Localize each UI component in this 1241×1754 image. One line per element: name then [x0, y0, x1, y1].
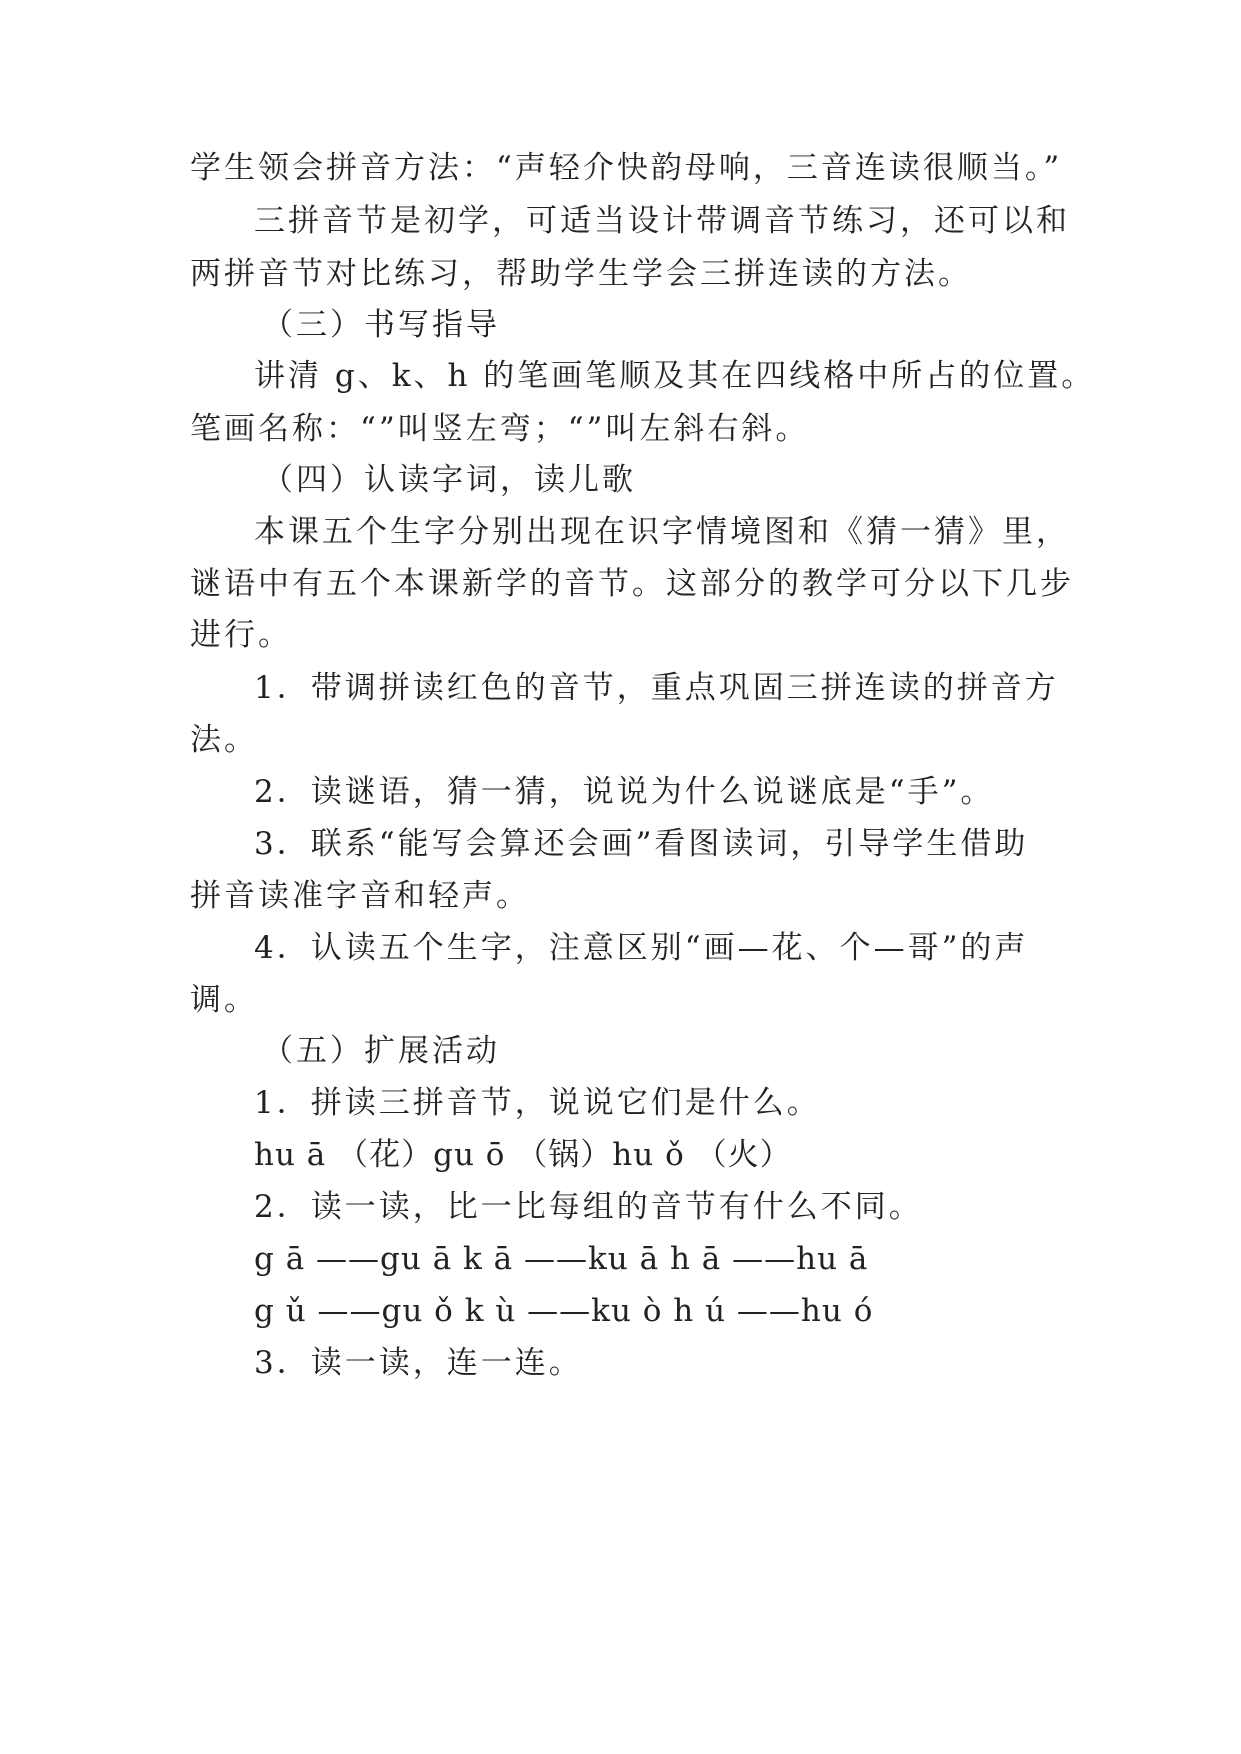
pinyin-comparison-line: g ā ——gu ā k ā ——ku ā h ā ——hu ā	[254, 1241, 869, 1277]
section-heading: （四）认读字词，读儿歌	[262, 462, 636, 498]
list-item: 1．带调拼读红色的音节，重点巩固三拼连读的拼音方	[254, 670, 1059, 706]
list-item: 1．拼读三拼音节，说说它们是什么。	[254, 1085, 821, 1121]
section-heading: （五）扩展活动	[262, 1033, 500, 1069]
body-text-line: 三拼音节是初学，可适当设计带调音节练习，还可以和	[254, 203, 1070, 239]
body-text-line: 讲清 g、k、h 的笔画笔顺及其在四线格中所占的位置。	[254, 358, 1096, 394]
pinyin-comparison-line: g ǔ ——gu ǒ k ù ——ku ò h ú ——hu ó	[254, 1293, 874, 1329]
section-heading: （三）书写指导	[262, 307, 500, 343]
body-text-line: 笔画名称：“”叫竖左弯；“”叫左斜右斜。	[190, 411, 810, 447]
list-item: 3．读一读，连一连。	[254, 1345, 583, 1381]
pinyin-example-line: hu ā （花）gu ō （锅）hu ǒ （火）	[254, 1137, 792, 1173]
body-text-line: 拼音读准字音和轻声。	[190, 878, 530, 914]
list-item: 2．读谜语，猜一猜，说说为什么说谜底是“手”。	[254, 774, 995, 810]
body-text-line: 进行。	[190, 617, 292, 653]
list-item: 4．认读五个生字，注意区别“画—花、个—哥”的声	[254, 930, 1029, 966]
body-text-line: 两拼音节对比练习，帮助学生学会三拼连读的方法。	[190, 256, 972, 292]
list-item: 3．联系“能写会算还会画”看图读词，引导学生借助	[254, 826, 1029, 862]
body-text-line: 学生领会拼音方法：“声轻介快韵母响，三音连读很顺当。”	[190, 150, 1063, 186]
body-text-line: 本课五个生字分别出现在识字情境图和《猜一猜》里，	[254, 514, 1070, 550]
body-text-line: 谜语中有五个本课新学的音节。这部分的教学可分以下几步	[190, 566, 1074, 602]
list-item: 2．读一读，比一比每组的音节有什么不同。	[254, 1189, 923, 1225]
body-text-line: 法。	[190, 722, 258, 758]
body-text-line: 调。	[190, 982, 258, 1018]
